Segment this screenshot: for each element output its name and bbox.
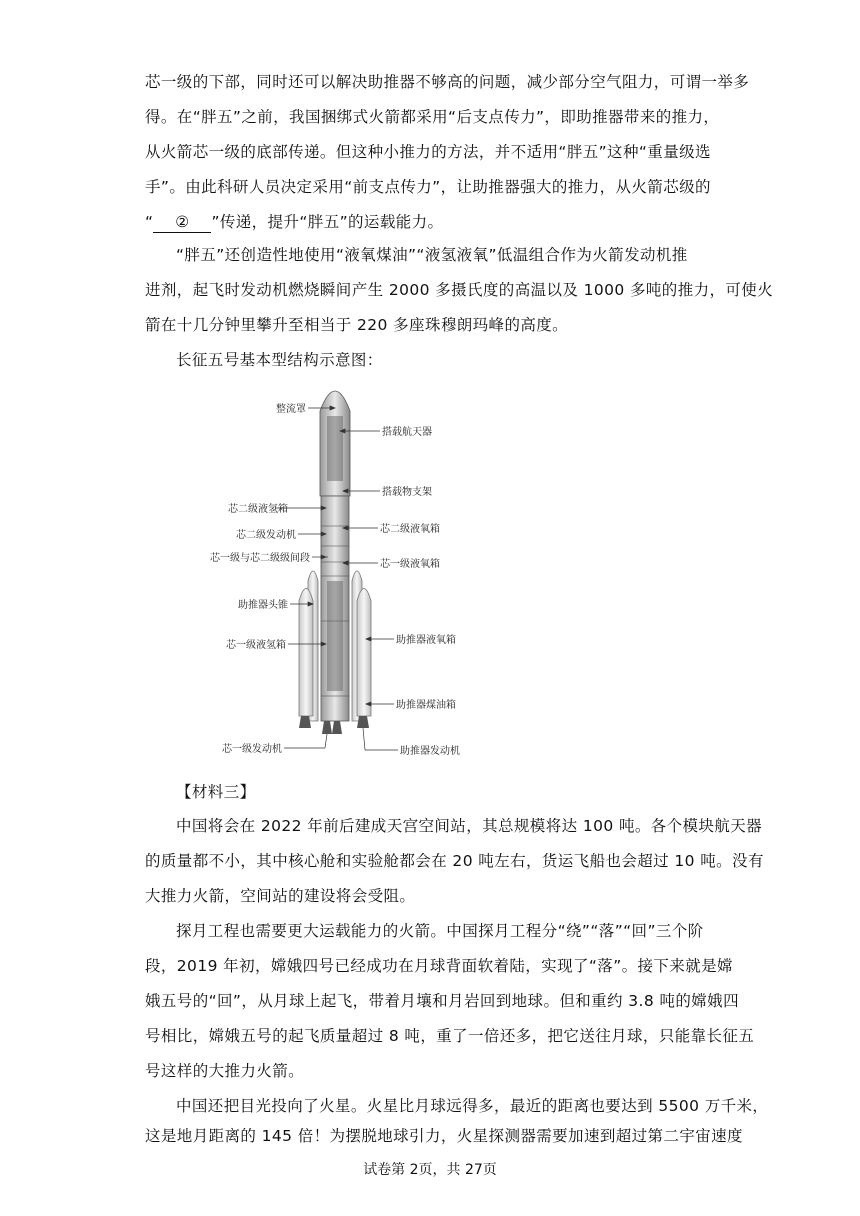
label-stage1-lh2-tank: 芯一级液氢箱 <box>226 640 286 651</box>
text-line-19: 这是地月距离的 145 倍！为摆脱地球引力，火星探测器需要加速到超过第二宇宙速度 <box>145 1127 743 1145</box>
label-booster-nosecone: 助推器头锥 <box>238 600 288 611</box>
label-booster-kerosene-tank: 助推器煤油箱 <box>396 700 456 711</box>
label-payload: 搭载航天器 <box>382 427 432 438</box>
text-line-14: 段，2019 年初，嫦娥四号已经成功在月球背面软着陆，实现了“落”。接下来就是嫦 <box>145 957 733 975</box>
text-line-8: 箭在十几分钟里攀升至相当于 220 多座珠穆朗玛峰的高度。 <box>145 316 569 334</box>
label-stage1-lox-tank: 芯一级液氧箱 <box>380 559 440 570</box>
label-booster-engine: 助推器发动机 <box>400 746 460 757</box>
label-stage1-engine: 芯一级发动机 <box>222 744 282 755</box>
text-line-6: “胖五”还创造性地使用“液氧煤油”“液氢液氧”低温组合作为火箭发动机推 <box>176 246 688 264</box>
rocket-structure-diagram <box>180 376 480 766</box>
label-stage2-lh2-tank: 芯二级液氢箱 <box>228 504 288 515</box>
text-line-4: 手”。由此科研人员决定采用“前支点传力”，让助推器强大的推力，从火箭芯级的 <box>145 178 711 196</box>
page-footer: 试卷第 2页，共 27页 <box>363 1162 497 1178</box>
text-line-10: 中国将会在 2022 年前后建成天宫空间站，其总规模将达 100 吨。各个模块航天器 <box>176 817 763 835</box>
open-quote: “ <box>145 213 154 231</box>
diagram-caption: 长征五号基本型结构示意图： <box>176 351 383 369</box>
label-booster-lox-tank: 助推器液氧箱 <box>396 635 456 646</box>
label-stage2-engine: 芯二级发动机 <box>236 530 296 541</box>
blank-marker: ② <box>153 212 211 233</box>
text-line-16: 号相比，嫦娥五号的起飞质量超过 8 吨，重了一倍还多，把它送往月球，只能靠长征五 <box>145 1027 755 1045</box>
label-stage2-lox-tank: 芯二级液氧箱 <box>380 524 440 535</box>
text-line-3: 从火箭芯一级的底部传递。但这种小推力的方法，并不适用“胖五”这种“重量级选 <box>145 143 711 161</box>
label-fairing: 整流罩 <box>276 404 306 415</box>
text-line-blank <box>145 212 443 233</box>
text-line-18: 中国还把目光投向了火星。火星比月球远得多，最近的距离也要达到 5500 万千米， <box>176 1097 769 1115</box>
text-line-17: 号这样的大推力火箭。 <box>145 1062 305 1080</box>
text-line-13: 探月工程也需要更大运载能力的火箭。中国探月工程分“绕”“落”“回”三个阶 <box>176 922 704 940</box>
text-line-1: 芯一级的下部，同时还可以解决助推器不够高的问题，减少部分空气阻力，可谓一举多 <box>145 73 750 91</box>
section-heading: 【材料三】 <box>176 783 256 801</box>
text-line-11: 的质量都不小，其中核心舱和实验舱都会在 20 吨左右，货运飞船也会超过 10 吨。没有 <box>145 852 764 870</box>
text-line-12: 大推力火箭，空间站的建设将会受阻。 <box>145 887 416 905</box>
text-line-15: 娥五号的“回”，从月球上起飞，带着月壤和月岩回到地球。但和重约 3.8 吨的嫦娥四 <box>145 992 739 1010</box>
label-interstage: 芯一级与芯二级级间段 <box>210 553 310 564</box>
text-line-7: 进剂，起飞时发动机燃烧瞬间产生 2000 多摄氏度的高温以及 1000 多吨的推力，可使火 <box>145 281 774 299</box>
label-payload-adapter: 搭载物支架 <box>382 487 432 498</box>
text-line-2: 得。在“胖五”之前，我国捆绑式火箭都采用“后支点传力”，即助推器带来的推力， <box>145 108 720 126</box>
text-line-5-rest: ”传递，提升“胖五”的运载能力。 <box>211 213 444 231</box>
